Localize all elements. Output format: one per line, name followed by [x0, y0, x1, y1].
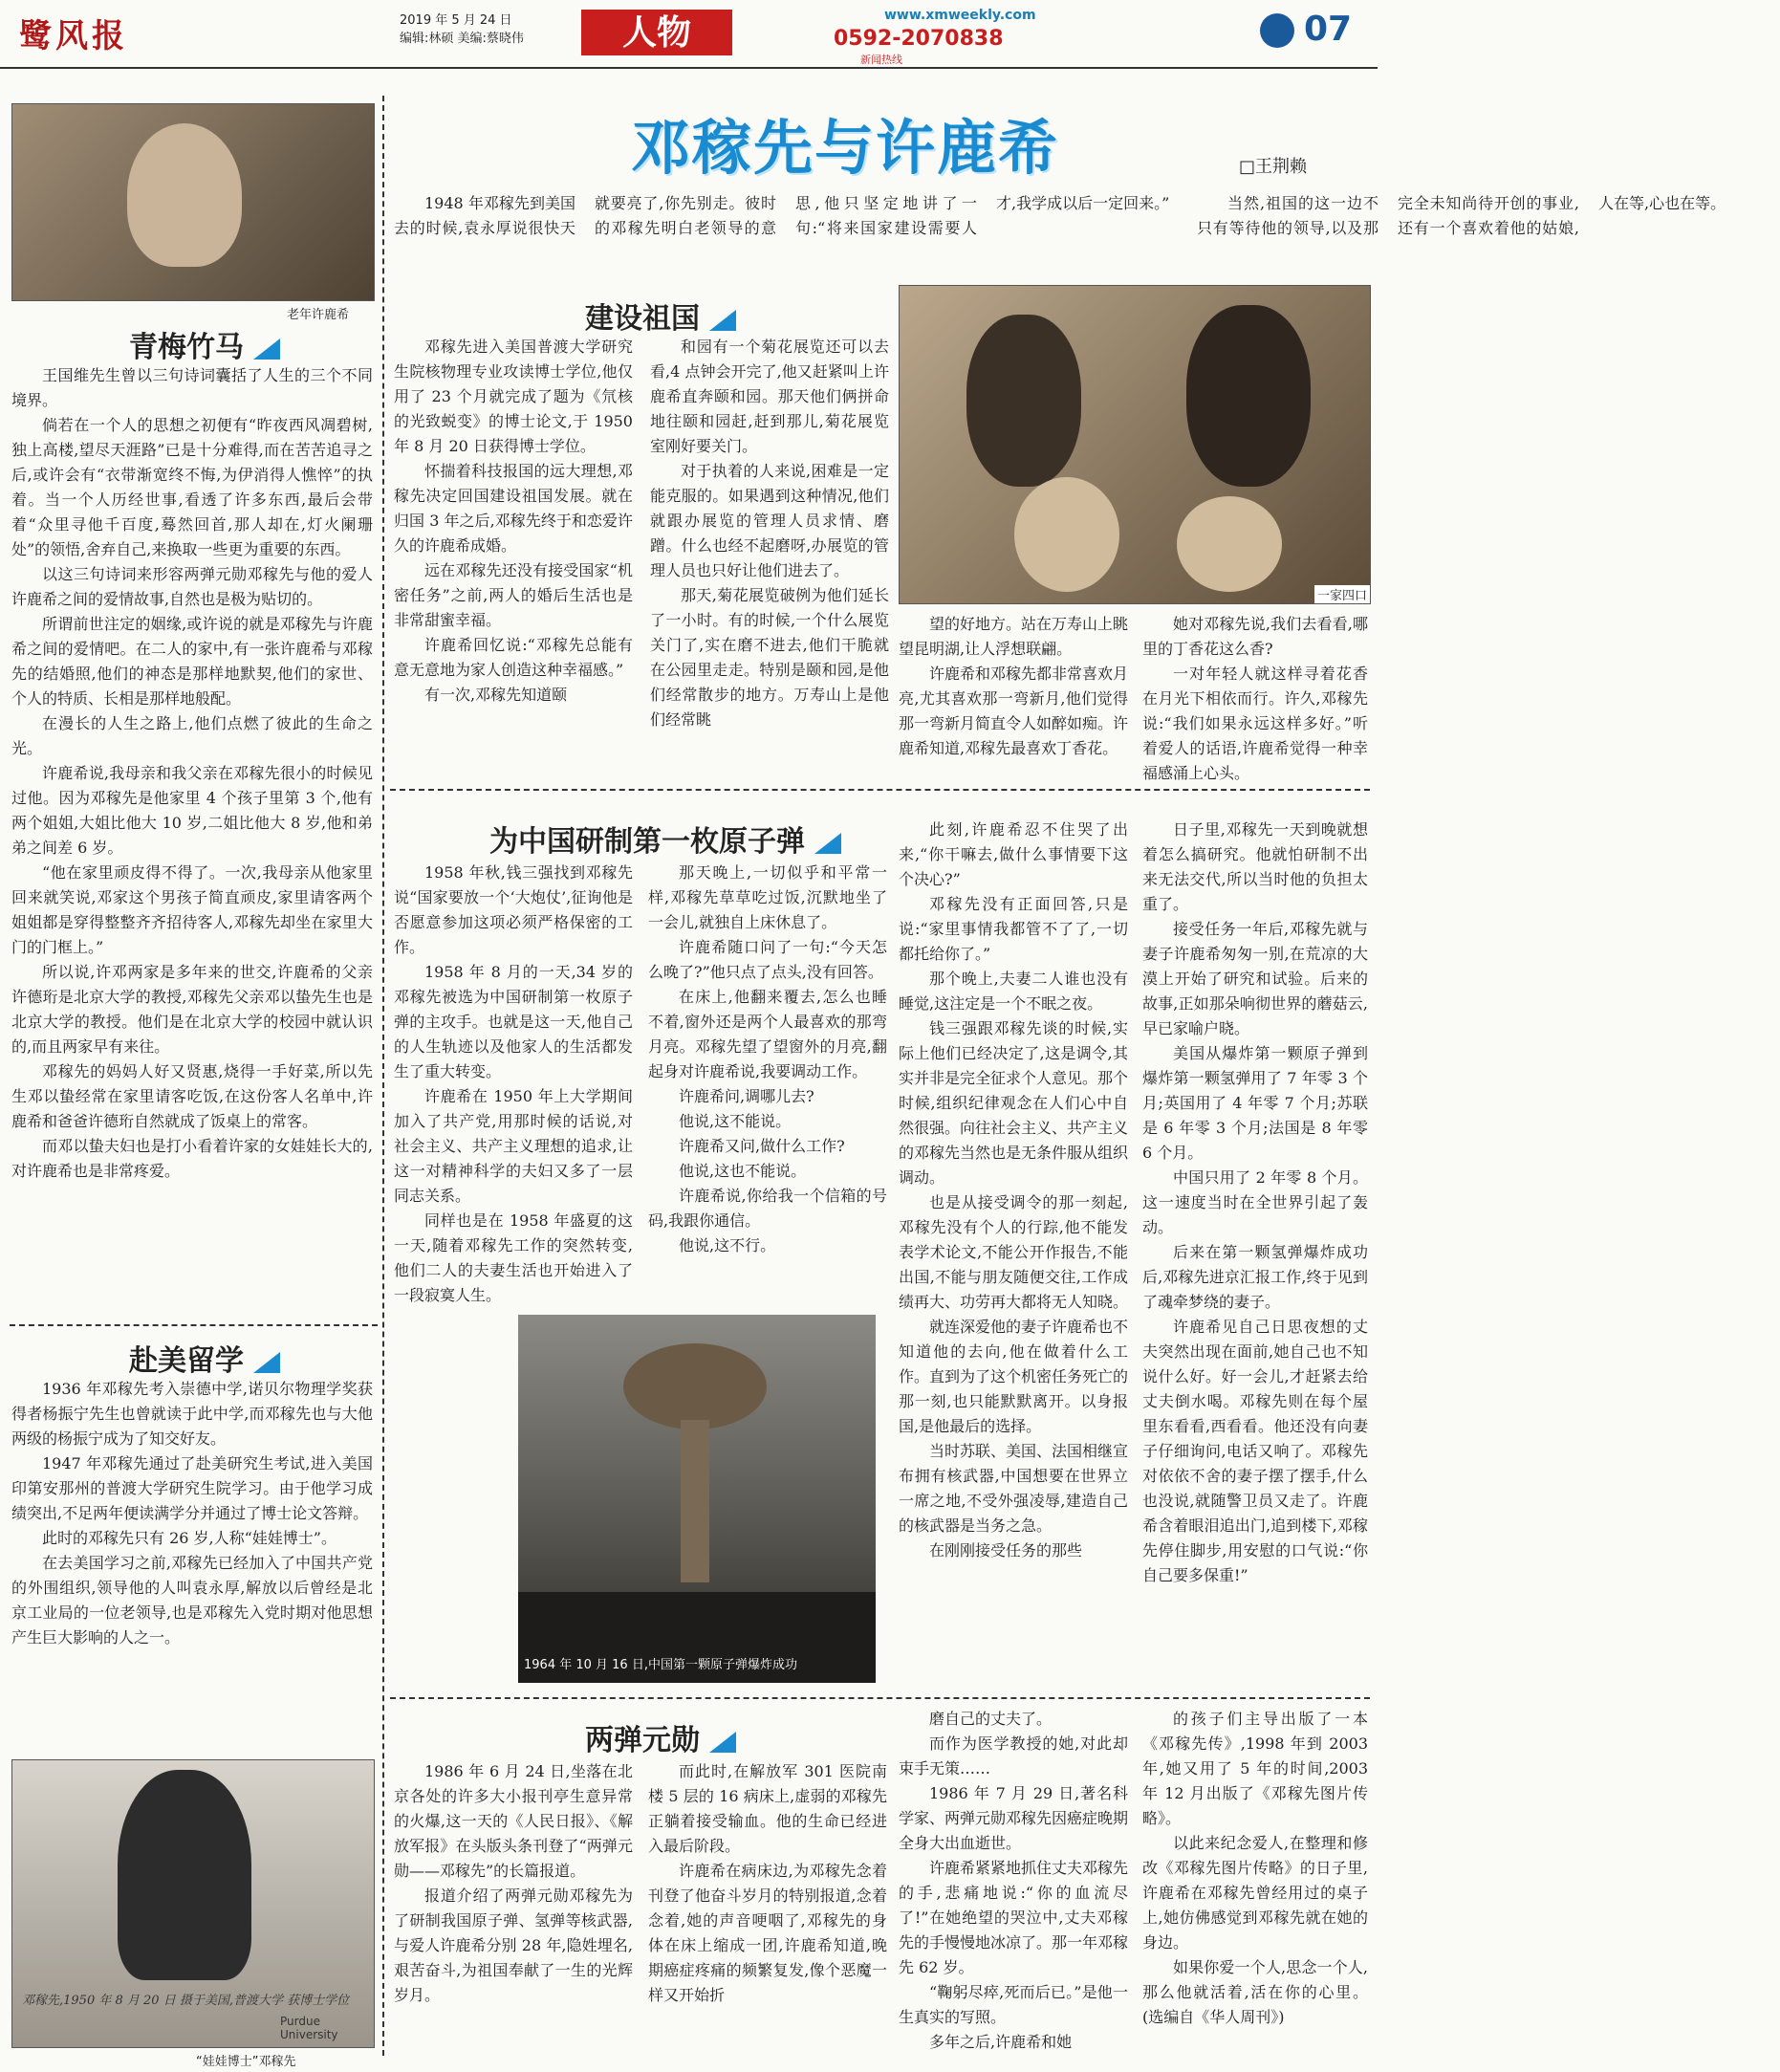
paragraph: 1986 年 6 月 24 日,坐落在北京各处的许多大小报刊亭生意异常的火爆,这一天的《人民日报》、《解放军报》在头版头条刊登了“两弹元勋——邓稼先”的长篇报道。 [394, 1762, 633, 1880]
baby-figure [1177, 496, 1282, 592]
bomb-photo [518, 1315, 876, 1683]
paragraph: 许鹿希回忆说:“邓稼先总能有意无意地为家人创造这种幸福感。” [394, 636, 633, 679]
column-divider [382, 96, 384, 2056]
paragraph: 在刚刚接受任务的那些 [929, 1541, 1083, 1559]
article-title: 邓稼先与许鹿希 [631, 113, 1060, 183]
hotline-number: 0592-2070838 [834, 27, 1004, 51]
paragraph: 而邓以蛰夫妇也是打小看着许家的女娃娃长大的,对许鹿希也是非常疼爱。 [11, 1137, 373, 1180]
young-deng-photo [11, 1759, 375, 2048]
section-heading-fumei: 赴美留学 [129, 1337, 280, 1379]
paragraph: 在床上,他翻来覆去,怎么也睡不着,窗外还是两个人最喜欢的那弯月亮。邓稼先望了望窗外的月亮,翻起身对许鹿希说,我要调动工作。 [648, 988, 887, 1080]
paragraph: 许鹿希问,调哪儿去? [679, 1087, 814, 1105]
family-caption: 一家四口 [1314, 585, 1370, 603]
paragraph: 同样也是在 1958 年盛夏的这一天,随着邓稼先工作的突然转变,他们二人的夫妻生活也开始进入了一段寂寞人生。 [394, 1211, 633, 1304]
paragraph: 也是从接受调令的那一刻起,邓稼先没有个人的行踪,他不能发表学术论文,不能公开作报告,不能出国,不能与朋友随便交往,工作成绩再大、功劳再大都将无人知晓。 [899, 1193, 1129, 1311]
column-section-4a [394, 861, 633, 1320]
website-link[interactable]: www.xmweekly.com [884, 8, 1036, 23]
paragraph: 当然,祖国的这一边不只有等待他的领导,以及那完全未知尚待开创的事业,还有一个喜欢着他的姑娘,人在等,心也在等。 [1197, 194, 1726, 237]
paragraph: 他说,这也不能说。 [679, 1162, 807, 1180]
paragraph: 望的好地方。站在万寿山上眺望昆明湖,让人浮想联翩。 [899, 615, 1129, 658]
paragraph: 以此来纪念爱人,在整理和修改《邓稼先图片传略》的日子里,许鹿希在邓稼先曾经用过的桌子上,她仿佛感觉到邓稼先就在她的身边。 [1142, 1834, 1368, 1952]
paragraph: 如果你爱一个人,思念一个人,那么他就活着,活在你的心里。 (选编自《华人周刊》) [1142, 1958, 1368, 2026]
young-deng-caption: “娃娃博士”邓稼先 [196, 2055, 296, 2069]
paragraph: 许鹿希在病床边,为邓稼先念着刊登了他奋斗岁月的特别报道,念着念着,她的声音哽咽了,邓稼先的身体在床上缩成一团,许鹿希知道,晚期癌症疼痛的频繁复发,像个恶魔一样又开始折 [648, 1862, 887, 2004]
paragraph: 许鹿希紧紧地抓住丈夫邓稼先的手,悲痛地说:“你的血流尽了!”在她绝望的哭泣中,丈夫邓稼先的手慢慢地冰凉了。那一年邓稼先 62 岁。 [899, 1859, 1129, 1976]
paragraph: 后来在第一颗氢弹爆炸成功后,邓稼先进京汇报工作,终于见到了魂牵梦绕的妻子。 [1142, 1243, 1368, 1311]
paragraph: 此时的邓稼先只有 26 岁,人称“娃娃博士”。 [42, 1529, 336, 1547]
column-section-4d [1142, 818, 1368, 1688]
paragraph: 许鹿希随口问了一句:“今天怎么晚了?”他只点了点头,没有回答。 [648, 938, 887, 981]
paragraph: 1936 年邓稼先考入崇德中学,诺贝尔物理学奖获得者杨振宁先生也曾就读于此中学,而邓稼先也与大他两级的杨振宁成为了知交好友。 [11, 1380, 373, 1448]
man-figure [1186, 305, 1311, 487]
column-section-3c [899, 612, 1128, 784]
column-section-5c [899, 1707, 1128, 2061]
issue-date: 2019 年 5 月 24 日 [400, 13, 512, 28]
paragraph: 1986 年 7 月 29 日,著名科学家、两弹元勋邓稼先因癌症晚期全身大出血逝世。 [899, 1784, 1129, 1852]
section-heading-jianshe: 建设祖国 [585, 294, 736, 337]
child-figure [1014, 477, 1119, 592]
graduate-figure [118, 1770, 251, 1980]
paragraph: 许鹿希说,你给我一个信箱的号码,我跟你通信。 [648, 1187, 887, 1230]
paragraph: 磨自己的丈夫了。 [929, 1710, 1053, 1728]
column-section-2 [11, 1377, 373, 1750]
column-section-5b [648, 1759, 887, 2061]
paragraph: 接受任务一年后,邓稼先就与妻子许鹿希匆匆一别,在荒凉的大漠上开始了研究和试验。后来的故事,正如那朵响彻世界的蘑菇云,早已家喻户晓。 [1142, 920, 1368, 1037]
paragraph: 许鹿希和邓稼先都非常喜欢月亮,尤其喜欢那一弯新月,他们觉得那一弯新月简直令人如醉如痴。许鹿希知道,邓稼先最喜欢丁香花。 [899, 665, 1129, 757]
section-heading-liangdan: 两弹元勋 [585, 1716, 736, 1758]
paragraph: 那天晚上,一切似乎和平常一样,邓稼先草草吃过饭,沉默地坐了一会儿,就独自上床休息了。 [648, 863, 887, 931]
column-section-3b [650, 335, 889, 782]
paragraph: 而此时,在解放军 301 医院南楼 5 层的 16 病床上,虚弱的邓稼先正躺着接受输血。他的生命已经进入最后阶段。 [648, 1762, 887, 1855]
paragraph: 许鹿希又问,做什么工作? [679, 1137, 845, 1155]
byline: □王荆赖 [1239, 157, 1308, 177]
paragraph: 所以说,许邓两家是多年来的世交,许鹿希的父亲许德珩是北京大学的教授,邓稼先父亲邓以蛰先生也是北京大学的教授。他们是在北京大学的校园中就认识的,而且两家早有来往。 [11, 963, 373, 1056]
photo-inscription: 邓稼先,1950 年 8 月 20 日 摄于美国,普渡大学 获博士学位 [22, 1994, 350, 2008]
mushroom-cloud-cap [623, 1343, 767, 1429]
mushroom-cloud-stem [681, 1420, 709, 1582]
column-section-1 [11, 363, 373, 1315]
paragraph: 那个晚上,夫妻二人谁也没有睡觉,这注定是一个不眠之夜。 [899, 970, 1128, 1013]
paragraph: 此刻,许鹿希忍不住哭了出来,“你干嘛去,做什么事情要下这个决心?” [899, 820, 1128, 888]
paragraph: 许鹿希在 1950 年上大学期间加入了共产党,用那时候的话说,对社会主义、共产主义理想的追求,让这一对精神科学的夫妇又多了一层同志关系。 [394, 1087, 633, 1205]
paragraph: 就连深爱他的妻子许鹿希也不知道他的去向,他在做着什么工作。直到为了这个机密任务死亡的那一刻,也只能默默离开。以身报国,是他最后的选择。 [899, 1318, 1129, 1435]
paragraph: 王国维先生曾以三句诗词囊括了人生的三个不同境界。 [11, 366, 373, 409]
dateline [400, 11, 524, 48]
section-heading-qingmei: 青梅竹马 [129, 323, 280, 365]
woman-figure [966, 315, 1081, 487]
paragraph: 对于执着的人来说,困难是一定能克服的。如果遇到这种情况,他们就跟办展览的管理人员求情、磨蹭。什么也经不起磨呀,办展览的管理人员也只好让他们进去了。 [650, 462, 889, 579]
column-section-3d [1142, 612, 1368, 784]
paragraph: 而作为医学教授的她,对此却束手无策…… [899, 1734, 1128, 1778]
paragraph: 在漫长的人生之路上,他们点燃了彼此的生命之光。 [11, 714, 373, 757]
section-label: 人物 [581, 10, 732, 55]
bomb-caption: 1964 年 10 月 16 日,中国第一颗原子弹爆炸成功 [524, 1658, 797, 1672]
column-section-5d [1142, 1707, 1368, 2061]
column-section-3a [394, 335, 633, 782]
paragraph: 报道介绍了两弹元勋邓稼先为了研制我国原子弹、氢弹等核武器,与爱人许鹿希分别 28 年,隐姓埋名,艰苦奋斗,为祖国奉献了一生的光辉岁月。 [394, 1887, 633, 2004]
paragraph: 1948 年邓稼先到美国去的时候,袁永厚说很快天就要亮了,你先别走。彼时的邓稼先明白老领导的意思,他只坚定地讲了一句:“将来国家建设需要人才,我学成以后一定回来。” [394, 194, 1170, 237]
paragraph: 日子里,邓稼先一天到晚就想着怎么搞研究。他就怕研制不出来无法交代,所以当时他的负担太重了。 [1142, 820, 1368, 913]
paragraph: 和园有一个菊花展览还可以去看,4 点钟会开完了,他又赶紧叫上许鹿希直奔颐和园。那天他们俩拼命地往颐和园赶,赶到那儿,菊花展览室刚好要关门。 [650, 338, 889, 455]
paragraph: 邓稼先没有正面回答,只是说:“家里事情我都管不了了,一切都托给你了。” [899, 895, 1128, 963]
paragraph: 许鹿希说,我母亲和我父亲在邓稼先很小的时候见过他。因为邓稼先是他家里 4 个孩子里第 3 个,他有两个姐姐,大姐比他大 10 岁,二姐比他大 8 岁,他和弟弟之间差 6 岁。 [11, 764, 373, 857]
paragraph: 怀揣着科技报国的远大理想,邓稼先决定回国建设祖国发展。就在归国 3 年之后,邓稼先终于和恋爱许久的许鹿希成婚。 [394, 462, 633, 555]
paragraph: 邓稼先进入美国普渡大学研究生院核物理专业攻读博士学位,他仅用了 23 个月就完成了题为《氘核的光致蜕变》的博士论文,于 1950 年 8 月 20 日获得博士学位。 [394, 338, 633, 455]
paragraph: 在去美国学习之前,邓稼先已经加入了中国共产党的外围组织,领导他的人叫袁永厚,解放以后曾经是北京工业局的一位老领导,也是邓稼先入党时期对他思想产生巨大影响的人之一。 [11, 1554, 373, 1647]
editors: 编辑:林硕 美编:蔡晓伟 [400, 32, 524, 46]
paragraph: “鞠躬尽瘁,死而后已。”是他一生真实的写照。 [899, 1983, 1128, 2026]
paragraph: 他说,这不行。 [679, 1236, 776, 1254]
paragraph: 中国只用了 2 年零 8 个月。这一速度当时在全世界引起了轰动。 [1142, 1168, 1368, 1236]
hotline-label: 新闻热线 [860, 54, 902, 66]
paragraph: 那天,菊花展览破例为他们延长了一小时。有的时候,一个什么展览关门了,实在磨不进去,他们干脆就在公园里走走。特别是颐和园,是他们经常散步的地方。万寿山上是他们经常眺 [650, 586, 889, 729]
paragraph: 钱三强跟邓稼先谈的时候,实际上他们已经决定了,这是调令,其实并非是完全征求个人意见。那个时候,组织纪律观念在人们心中自然很强。向往社会主义、共产主义的邓稼先当然也是无条件服从组织调动。 [899, 1019, 1129, 1187]
section-divider [390, 1697, 1370, 1699]
paragraph: 1958 年秋,钱三强找到邓稼先说“国家要放一个‘大炮仗’,征询他是否愿意参加这项必须严格保密的工作。 [394, 863, 633, 956]
paragraph: 的孩子们主导出版了一本《邓稼先传》,1998 年到 2003 年,她又用了 5 年的时间,2003 年 12 月出版了《邓稼先图片传略》。 [1142, 1710, 1368, 1827]
column-section-4b [648, 861, 887, 1320]
column-section-5a [394, 1759, 633, 2061]
paragraph: 美国从爆炸第一颗原子弹到爆炸第一颗氢弹用了 7 年零 3 个月;英国用了 4 年零 7 个月;苏联是 6 年零 3 个月;法国是 8 年零 6 个月。 [1142, 1044, 1368, 1162]
paragraph: 远在邓稼先还没有接受国家“机密任务”之前,两人的婚后生活也是非常甜蜜幸福。 [394, 561, 633, 629]
newspaper-emblem-icon [1260, 13, 1294, 48]
old-xu-photo [11, 103, 375, 301]
paragraph: 邓稼先的妈妈人好又贤惠,烧得一手好菜,所以先生邓以蛰经常在家里请客吃饭,在这份客人名单中,许鹿希和爸爸许德珩自然就成了饭桌上的常客。 [11, 1062, 373, 1130]
paragraph: 她对邓稼先说,我们去看看,哪里的丁香花这么香? [1142, 615, 1368, 658]
intro-continuation [394, 191, 1726, 264]
page-number: 07 [1304, 10, 1353, 49]
purdue-label: Purdue University [280, 2015, 338, 2041]
paper-name: 鹭风报 [19, 17, 128, 55]
paragraph: 1947 年邓稼先通过了赴美研究生考试,进入美国印第安那州的普渡大学研究生院学习。由于他学习成绩突出,不足两年便读满学分并通过了博士论文答辩。 [11, 1454, 373, 1522]
section-divider [390, 789, 1370, 791]
paragraph: 所谓前世注定的姻缘,或许说的就是邓稼先与许鹿希之间的爱情吧。在二人的家中,有一张许鹿希与邓稼先的结婚照,他们的神态是那样地默契,他们的家世、个人的特质、长相是那样地般配。 [11, 615, 373, 708]
paragraph: 有一次,邓稼先知道颐 [424, 686, 568, 704]
column-section-4c [899, 818, 1128, 1688]
old-xu-caption: 老年许鹿希 [287, 308, 350, 322]
paragraph: 一对年轻人就这样寻着花香在月光下相依而行。许久,邓稼先说:“我们如果永远这样多好。”听着爱人的话语,许鹿希觉得一种幸福感涌上心头。 [1142, 665, 1368, 782]
family-photo [899, 285, 1371, 604]
paragraph: “他在家里顽皮得不得了。一次,我母亲从他家里回来就笑说,邓家这个男孩子简直顽皮,家里请客两个姐姐都是穿得整整齐齐招待客人,邓稼先却坐在家里大门的门框上。” [11, 863, 373, 956]
portrait-figure [127, 123, 242, 267]
paragraph: 以这三句诗词来形容两弹元勋邓稼先与他的爱人许鹿希之间的爱情故事,自然也是极为贴切的。 [11, 565, 373, 608]
paragraph: 当时苏联、美国、法国相继宣布拥有核武器,中国想要在世界立一席之地,不受外强凌辱,建造自己的核武器是当务之急。 [899, 1442, 1129, 1535]
paragraph: 许鹿希见自己日思夜想的丈夫突然出现在面前,她自己也不知说什么好。好一会儿,才赶紧去给丈夫倒水喝。邓稼先则在每个屋里东看看,西看看。他还没有向妻子仔细询问,电话又响了。邓稼先对依依不舍的妻子摆了摆手,什么也没说,就随警卫员又走了。许鹿希含着眼泪追出门,追到楼下,邓稼先停住脚步,用安慰的口气说:“你自己要多保重!” [1142, 1318, 1368, 1584]
section-divider [10, 1324, 378, 1326]
paragraph: 他说,这不能说。 [679, 1112, 792, 1130]
section-heading-yuanzidan: 为中国研制第一枚原子弹 [489, 818, 841, 860]
paragraph: 1958 年 8 月的一天,34 岁的邓稼先被选为中国研制第一枚原子弹的主攻手。也就是这一天,他自己的人生轨迹以及他家人的生活都发生了重大转变。 [394, 963, 633, 1080]
paragraph: 多年之后,许鹿希和她 [929, 2033, 1073, 2051]
paragraph: 倘若在一个人的思想之初便有“昨夜西风凋碧树,独上高楼,望尽天涯路”已是十分难得,而在苦苦追寻之后,或许会有“衣带渐宽终不悔,为伊消得人憔悴”的执着。当一个人历经世事,看透了许多东西,最后会带着“众里寻他千百度,蓦然回首,那人却在,灯火阑珊处”的领悟,舍弃自己,来换取一些更为重要的东西。 [11, 416, 373, 558]
